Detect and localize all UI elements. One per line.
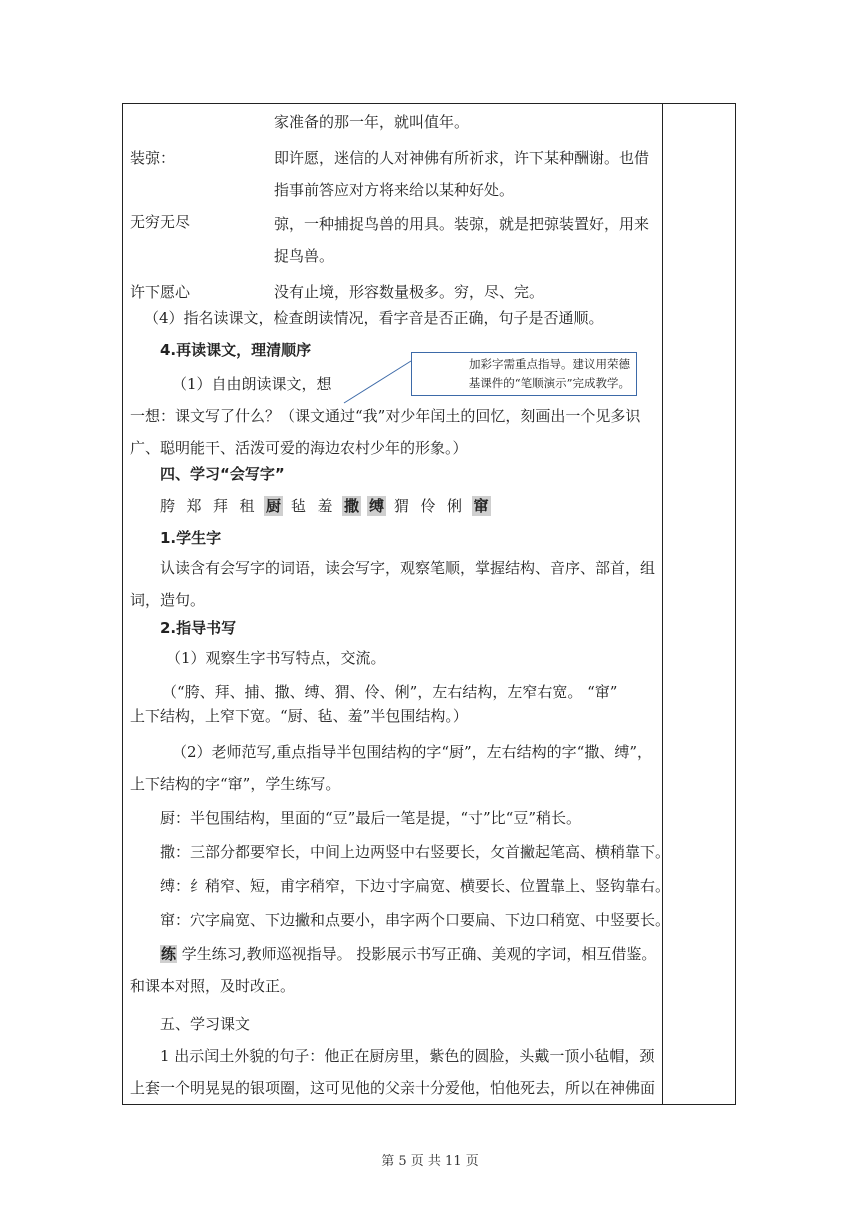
text-line: 词，造句。 bbox=[130, 591, 206, 609]
character-highlighted: 撒 bbox=[344, 497, 360, 515]
callout-leader-line bbox=[343, 360, 413, 404]
text-line: 家准备的那一年，就叫值年。 bbox=[274, 113, 470, 131]
text-line: （1）观察生字书写特点，交流。 bbox=[166, 649, 386, 667]
text-line: 1 出示闰土外貌的句子：他正在厨房里，紫色的圆脸，头戴一顶小毡帽，颈 bbox=[160, 1047, 655, 1065]
text-line: （1）自由朗读课文，想 bbox=[172, 375, 332, 393]
character: 毡 bbox=[291, 497, 307, 515]
callout-line: 基课件的“笔顺演示”完成教学。 bbox=[468, 376, 630, 390]
character-highlighted: 厨 bbox=[266, 497, 282, 515]
practice-mark: 练 bbox=[161, 945, 177, 963]
text-line: 缚：纟稍窄、短，甫字稍窄，下边寸字扁宽、横要长、位置靠上、竖钩靠右。 bbox=[160, 877, 671, 895]
text-line: 认读含有会写字的词语，读会写字，观察笔顺，掌握结构、音序、部首，组 bbox=[160, 559, 656, 577]
section-heading: 4.再读课文，理清顺序 bbox=[160, 341, 312, 359]
character: 郑 bbox=[186, 497, 202, 515]
term-label: 装弶： bbox=[130, 149, 176, 167]
character: 拜 bbox=[213, 497, 229, 515]
text-line: 没有止境，形容数量极多。穷，尽、完。 bbox=[274, 283, 545, 301]
text-line: 上下结构的字“窜”，学生练写。 bbox=[130, 775, 341, 793]
text-line: 和课本对照，及时改正。 bbox=[130, 977, 296, 995]
text-line: （2）老师范写,重点指导半包围结构的字“厨”，左右结构的字“撒、缚”， bbox=[172, 743, 652, 761]
text-line: 上套一个明晃晃的银项圈，这可见他的父亲十分爱他，怕他死去，所以在神佛面 bbox=[130, 1079, 656, 1097]
character: 羞 bbox=[317, 497, 333, 515]
term-label: 许下愿心 bbox=[130, 283, 191, 301]
page-footer: 第 5 页 共 11 页 bbox=[381, 1154, 479, 1169]
callout-line: 加彩字需重点指导。建议用荣德 bbox=[469, 357, 630, 371]
text-line: 学生练习,教师巡视指导。 投影展示书写正确、美观的字词，相互借鉴。 bbox=[181, 945, 657, 963]
text-line: （4）指名读课文，检查朗读情况，看字音是否正确，句子是否通顺。 bbox=[144, 309, 604, 327]
text-line: 厨：半包围结构，里面的“豆”最后一笔是提，“寸”比“豆”稍长。 bbox=[160, 809, 582, 827]
character: 租 bbox=[239, 497, 255, 515]
text-line: 广、聪明能干、活泼可爱的海边农村少年的形象。） bbox=[130, 439, 468, 457]
character-highlighted: 缚 bbox=[369, 497, 385, 515]
section-heading: 2.指导书写 bbox=[160, 619, 237, 637]
text-line: 窜：穴字扁宽、下边撇和点要小，串字两个口要扁、下边口稍宽、中竖要长。 bbox=[160, 911, 671, 929]
text-line: 捉鸟兽。 bbox=[274, 247, 335, 265]
character: 俐 bbox=[447, 497, 463, 515]
character-highlighted: 窜 bbox=[473, 497, 489, 515]
practice-line bbox=[160, 944, 656, 964]
table-column-divider bbox=[662, 103, 663, 1105]
term-label: 无穷无尽 bbox=[130, 213, 191, 231]
text-line: 指事前答应对方将来给以某种好处。 bbox=[274, 181, 515, 199]
text-line: 撒：三部分都要窄长，中间上边两竖中右竖要长，攵首撇起笔高、横稍靠下。 bbox=[160, 843, 671, 861]
writing-characters-list bbox=[160, 496, 499, 516]
text-line: （“胯、拜、捕、撒、缚、猬、伶、俐”，左右结构，左窄右宽。 “窜” bbox=[162, 683, 618, 701]
text-line: 即许愿，迷信的人对神佛有所祈求，许下某种酬谢。也借 bbox=[274, 149, 650, 167]
text-line: 上下结构，上窄下宽。“厨、毡、羞”半包围结构。） bbox=[130, 707, 468, 725]
section-heading: 五、学习课文 bbox=[160, 1015, 251, 1033]
character: 胯 bbox=[160, 497, 176, 515]
section-heading: 1.学生字 bbox=[160, 529, 222, 547]
text-line: 一想：课文写了什么？（课文通过“我”对少年闰土的回忆，刻画出一个见多识 bbox=[130, 407, 641, 425]
teaching-tip-callout bbox=[411, 352, 637, 396]
section-heading: 四、学习“会写字” bbox=[160, 465, 285, 483]
character: 猬 bbox=[394, 497, 410, 515]
text-line: 弶，一种捕捉鸟兽的用具。装弶，就是把弶装置好，用来 bbox=[274, 215, 650, 233]
character: 伶 bbox=[420, 497, 436, 515]
